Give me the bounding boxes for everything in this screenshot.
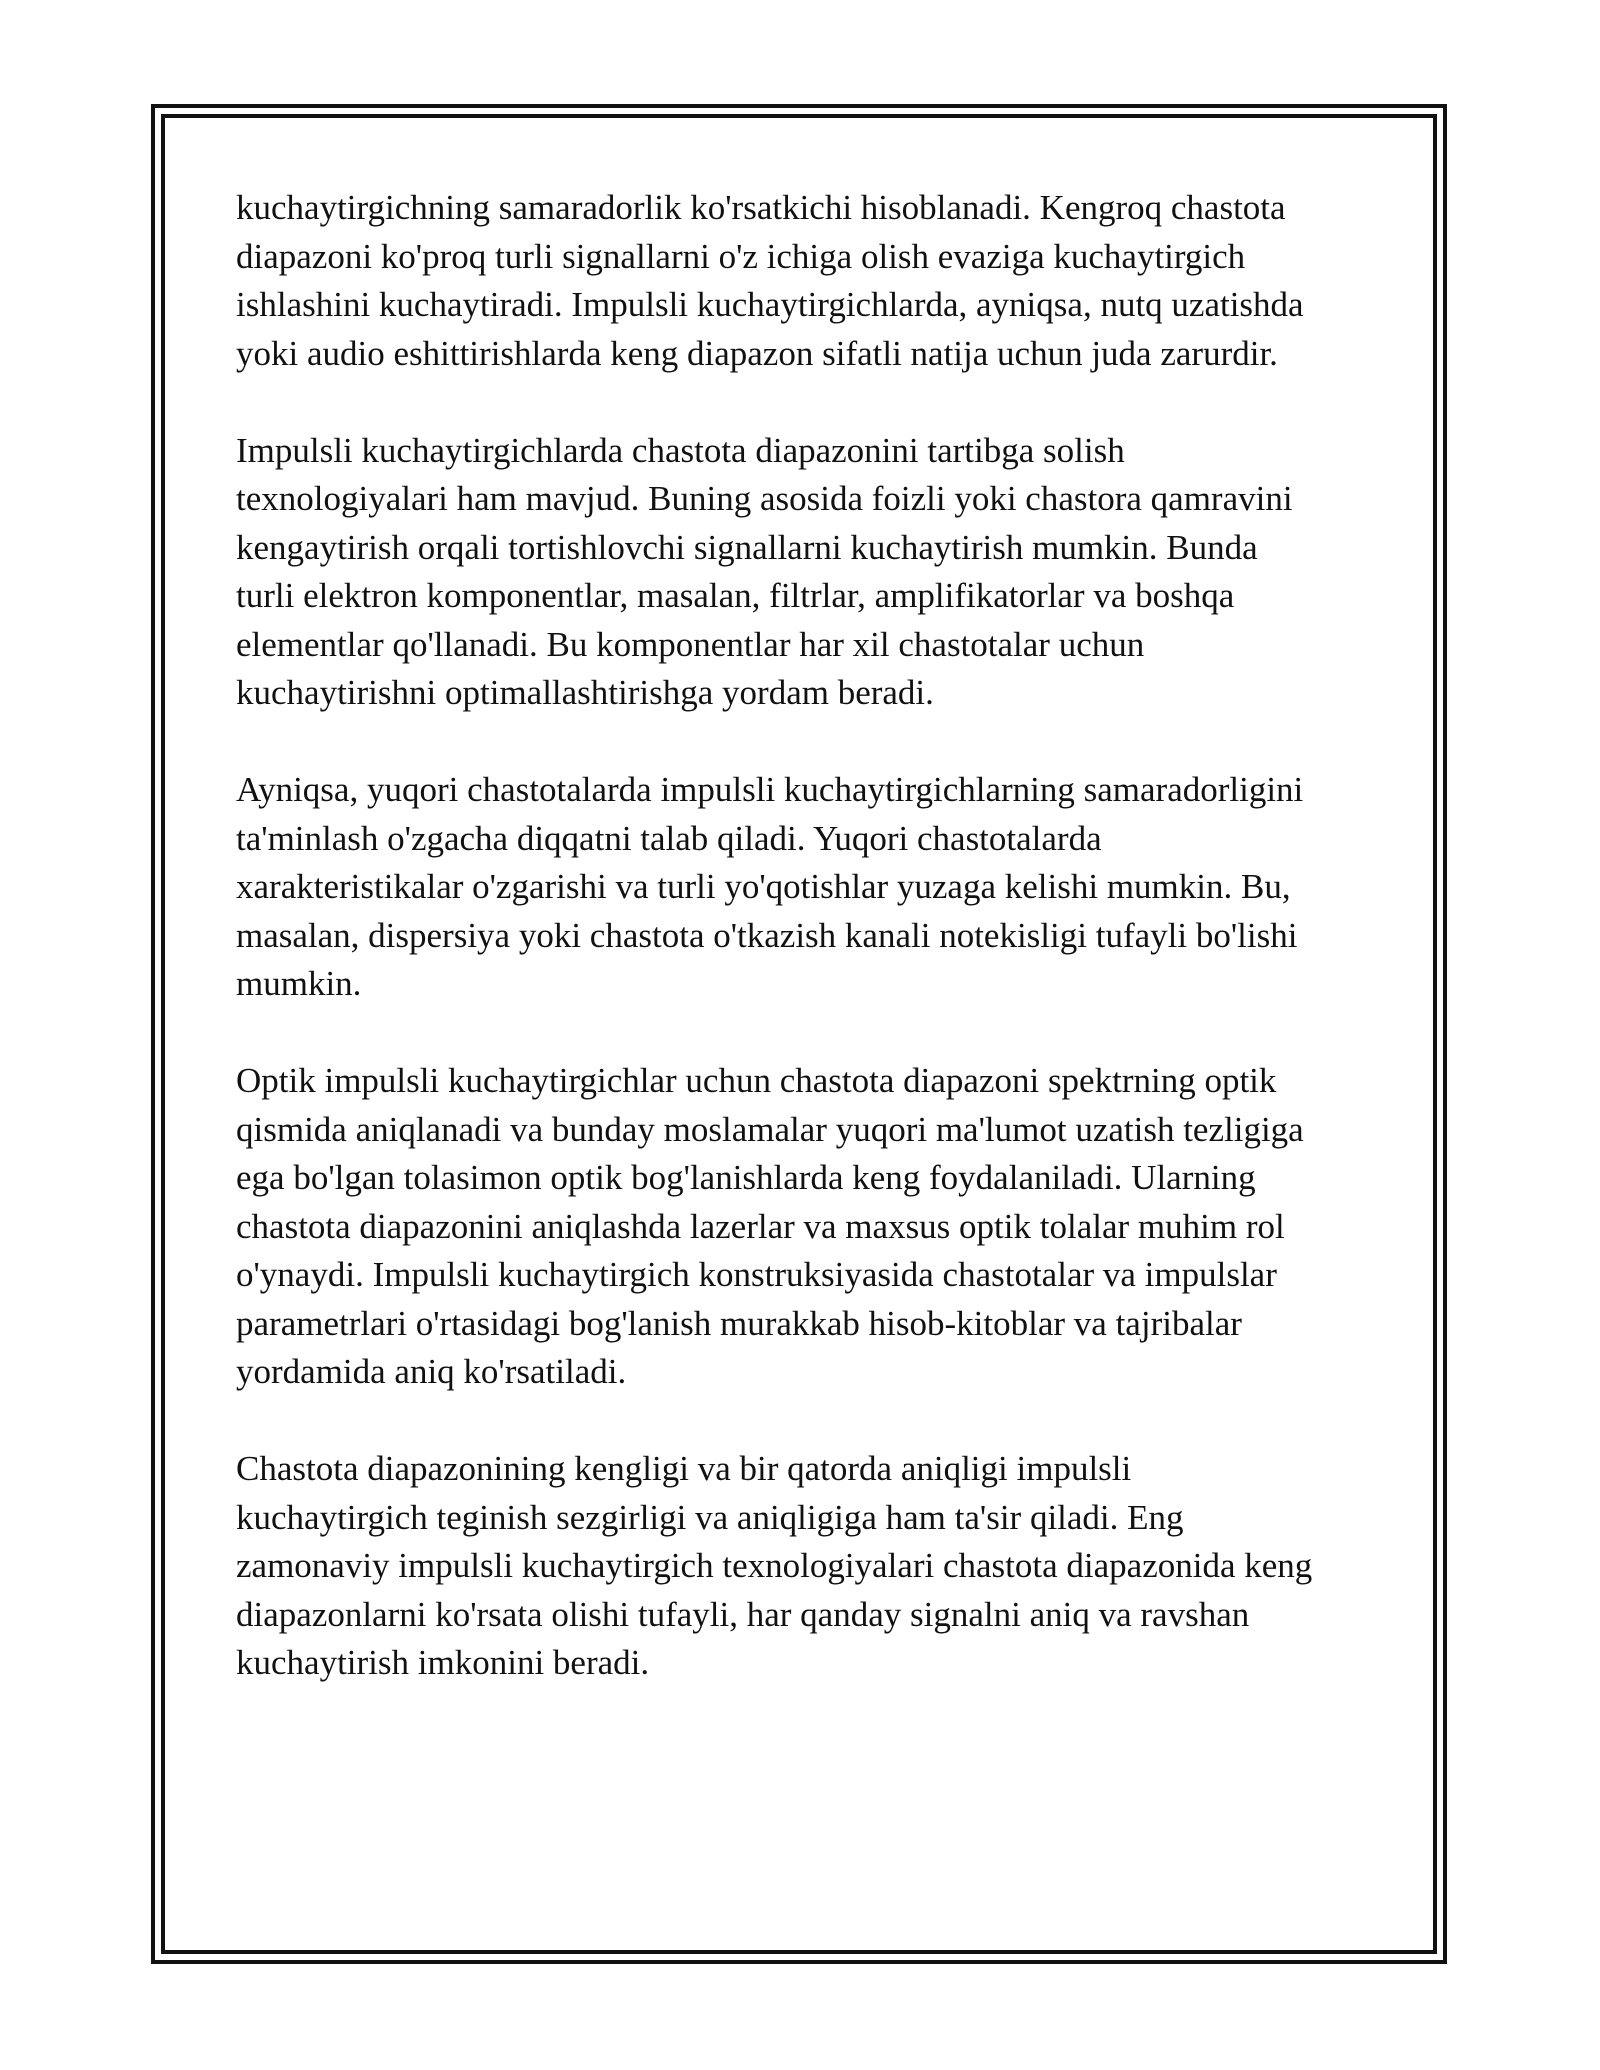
text-line: elementlar qo'llanadi. Bu komponentlar har xil chastotalar uchun [236,624,1145,664]
text-line: turli elektron komponentlar, masalan, filtrlar, amplifikatorlar va boshqa [236,576,1235,615]
text-line: ishlashini kuchaytiradi. Impulsli kuchaytirgichlarda, ayniqsa, nutq uzatishda [236,285,1304,324]
text-line: kengaytirish orqali tortishlovchi signallarni kuchaytirish mumkin. Bunda [236,527,1258,567]
text-line: diapazonlarni ko'rsata olishi tufayli, har qanday signalni aniq va ravshan [236,1594,1250,1634]
text-line: masalan, dispersiya yoki chastota o'tkazish kanali notekisligi tufayli bo'lishi [236,915,1298,955]
text-line: yoki audio eshittirishlarda keng diapazon sifatli natija uchun juda zarurdir. [236,333,1278,373]
text-line: Optik impulsli kuchaytirgichlar uchun chastota diapazoni spektrning optik [236,1061,1277,1100]
text-line: zamonaviy impulsli kuchaytirgich texnologiyalari chastota diapazonida keng [236,1546,1313,1585]
text-line: xarakteristikalar o'zgarishi va turli yo'qotishlar yuzaga kelishi mumkin. Bu, [236,867,1291,906]
text-line: ega bo'lgan tolasimon optik bog'lanishlarda keng foydalaniladi. Ularning [236,1158,1256,1197]
paragraph-5 [236,1445,1386,1688]
text-line: kuchaytirgichning samaradorlik ko'rsatkichi hisoblanadi. Kengroq chastota [236,188,1286,227]
text-line: chastota diapazonini aniqlashda lazerlar va maxsus optik tolalar muhim rol [236,1206,1285,1246]
text-line: Ayniqsa, yuqori chastotalarda impulsli kuchaytirgichlarning samaradorligini [236,770,1304,809]
paragraph-2 [236,427,1386,718]
text-line: parametrlari o'rtasidagi bog'lanish murakkab hisob-kitoblar va tajribalar [236,1303,1242,1343]
text-line: diapazoni ko'proq turli signallarni o'z ichiga olish evaziga kuchaytirgich [236,236,1246,276]
paragraph-4 [236,1057,1386,1397]
paragraph-3 [236,766,1386,1009]
text-line: kuchaytirishni optimallashtirishga yordam beradi. [236,673,934,712]
text-line: o'ynaydi. Impulsli kuchaytirgich konstruksiyasida chastotalar va impulslar [236,1255,1277,1294]
text-line: kuchaytirgich teginish sezgirligi va aniqligiga ham ta'sir qiladi. Eng [236,1497,1184,1537]
paragraph-1 [236,184,1386,378]
text-line: ta'minlash o'zgacha diqqatni talab qiladi. Yuqori chastotalarda [236,818,1102,858]
text-line: qismida aniqlanadi va bunday moslamalar yuqori ma'lumot uzatish tezligiga [236,1109,1304,1149]
text-line: kuchaytirish imkonini beradi. [236,1643,650,1682]
text-line: Impulsli kuchaytirgichlarda chastota diapazonini tartibga solish [236,430,1125,470]
text-line: mumkin. [236,964,362,1003]
text-line: Chastota diapazonining kengligi va bir qatorda aniqligi impulsli [236,1449,1132,1488]
text-line: texnologiyalari ham mavjud. Buning asosida foizli yoki chastora qamravini [236,479,1293,518]
text-line: yordamida aniq ko'rsatiladi. [236,1352,627,1391]
document-body [236,184,1386,1736]
